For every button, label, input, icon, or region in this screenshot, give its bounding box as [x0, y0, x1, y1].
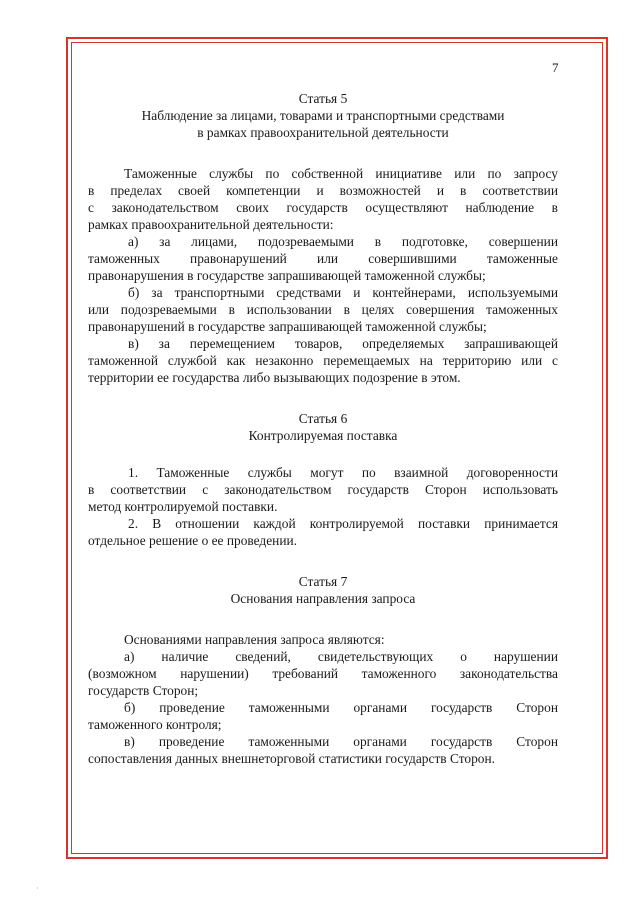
article7-item-b-line: таможенного контроля;: [88, 717, 222, 732]
article5-item-a-line: правонарушения в государстве запрашивающей таможенной службы;: [88, 268, 486, 283]
document-body: [88, 90, 558, 767]
article7-item-a-line: государств Сторон;: [88, 683, 199, 698]
article5-item-v-line: территории ее государства либо вызывающих подозрение в этом.: [88, 370, 461, 385]
article5-item-b-line: правонарушений в государстве запрашивающей таможенной службы;: [88, 319, 487, 334]
article7-intro: Основаниями направления запроса являются:: [124, 632, 385, 647]
article5-intro-line: в пределах своей компетенции и возможностей и в соответствии: [88, 183, 558, 198]
scan-speck: ·: [36, 884, 39, 893]
article7-title: Основания направления запроса: [230, 591, 416, 606]
article5-item-v-line: таможенной службой как незаконно перемещаемых на территорию или с: [88, 353, 558, 368]
article7-item-v-line: в) проведение таможенными органами государств Сторон: [124, 734, 558, 749]
article5-intro-line: Таможенные службы по собственной инициативе или по запросу: [124, 166, 558, 181]
article5-heading: Статья 5: [298, 91, 348, 106]
article6-p1-line: 1. Таможенные службы могут по взаимной договоренности: [128, 465, 558, 480]
article5-item-a-line: а) за лицами, подозреваемыми в подготовке, совершении: [128, 234, 558, 249]
article5-item-a-line: таможенных правонарушений или совершившими таможенные: [88, 251, 558, 266]
article7-item-a-line: (возможном нарушении) требований таможенного законодательства: [88, 666, 558, 681]
article5-item-v-line: в) за перемещением товаров, определяемых запрашивающей: [128, 336, 558, 351]
article5-title-line1: Наблюдение за лицами, товарами и транспортными средствами: [141, 108, 505, 123]
article7-heading: Статья 7: [298, 574, 348, 589]
article7-item-a-line: а) наличие сведений, свидетельствующих о нарушении: [124, 649, 558, 664]
page-number: 7: [552, 60, 559, 75]
article5-intro-line: рамках правоохранительной деятельности:: [88, 217, 334, 232]
article6-p2-line: 2. В отношении каждой контролируемой поставки принимается: [128, 516, 558, 531]
article6-p2-line: отдельное решение о ее проведении.: [88, 533, 298, 548]
article6-p1-line: метод контролируемой поставки.: [88, 499, 278, 514]
article5-intro-line: с законодательством своих государств осуществляют наблюдение в: [88, 200, 558, 215]
article5-item-b-line: или подозреваемыми в использовании в целях совершения таможенных: [88, 302, 558, 317]
article6-p1-line: в соответствии с законодательством государств Сторон использовать: [88, 482, 558, 497]
article6-heading: Статья 6: [298, 411, 348, 426]
article7-item-b-line: б) проведение таможенными органами государств Сторон: [124, 700, 558, 715]
article5-title-line2: в рамках правоохранительной деятельности: [197, 125, 449, 140]
article7-item-v-line: сопоставления данных внешнеторговой статистики государств Сторон.: [88, 751, 495, 766]
article5-item-b-line: б) за транспортными средствами и контейнерами, используемыми: [128, 285, 558, 300]
article6-title: Контролируемая поставка: [248, 428, 398, 443]
